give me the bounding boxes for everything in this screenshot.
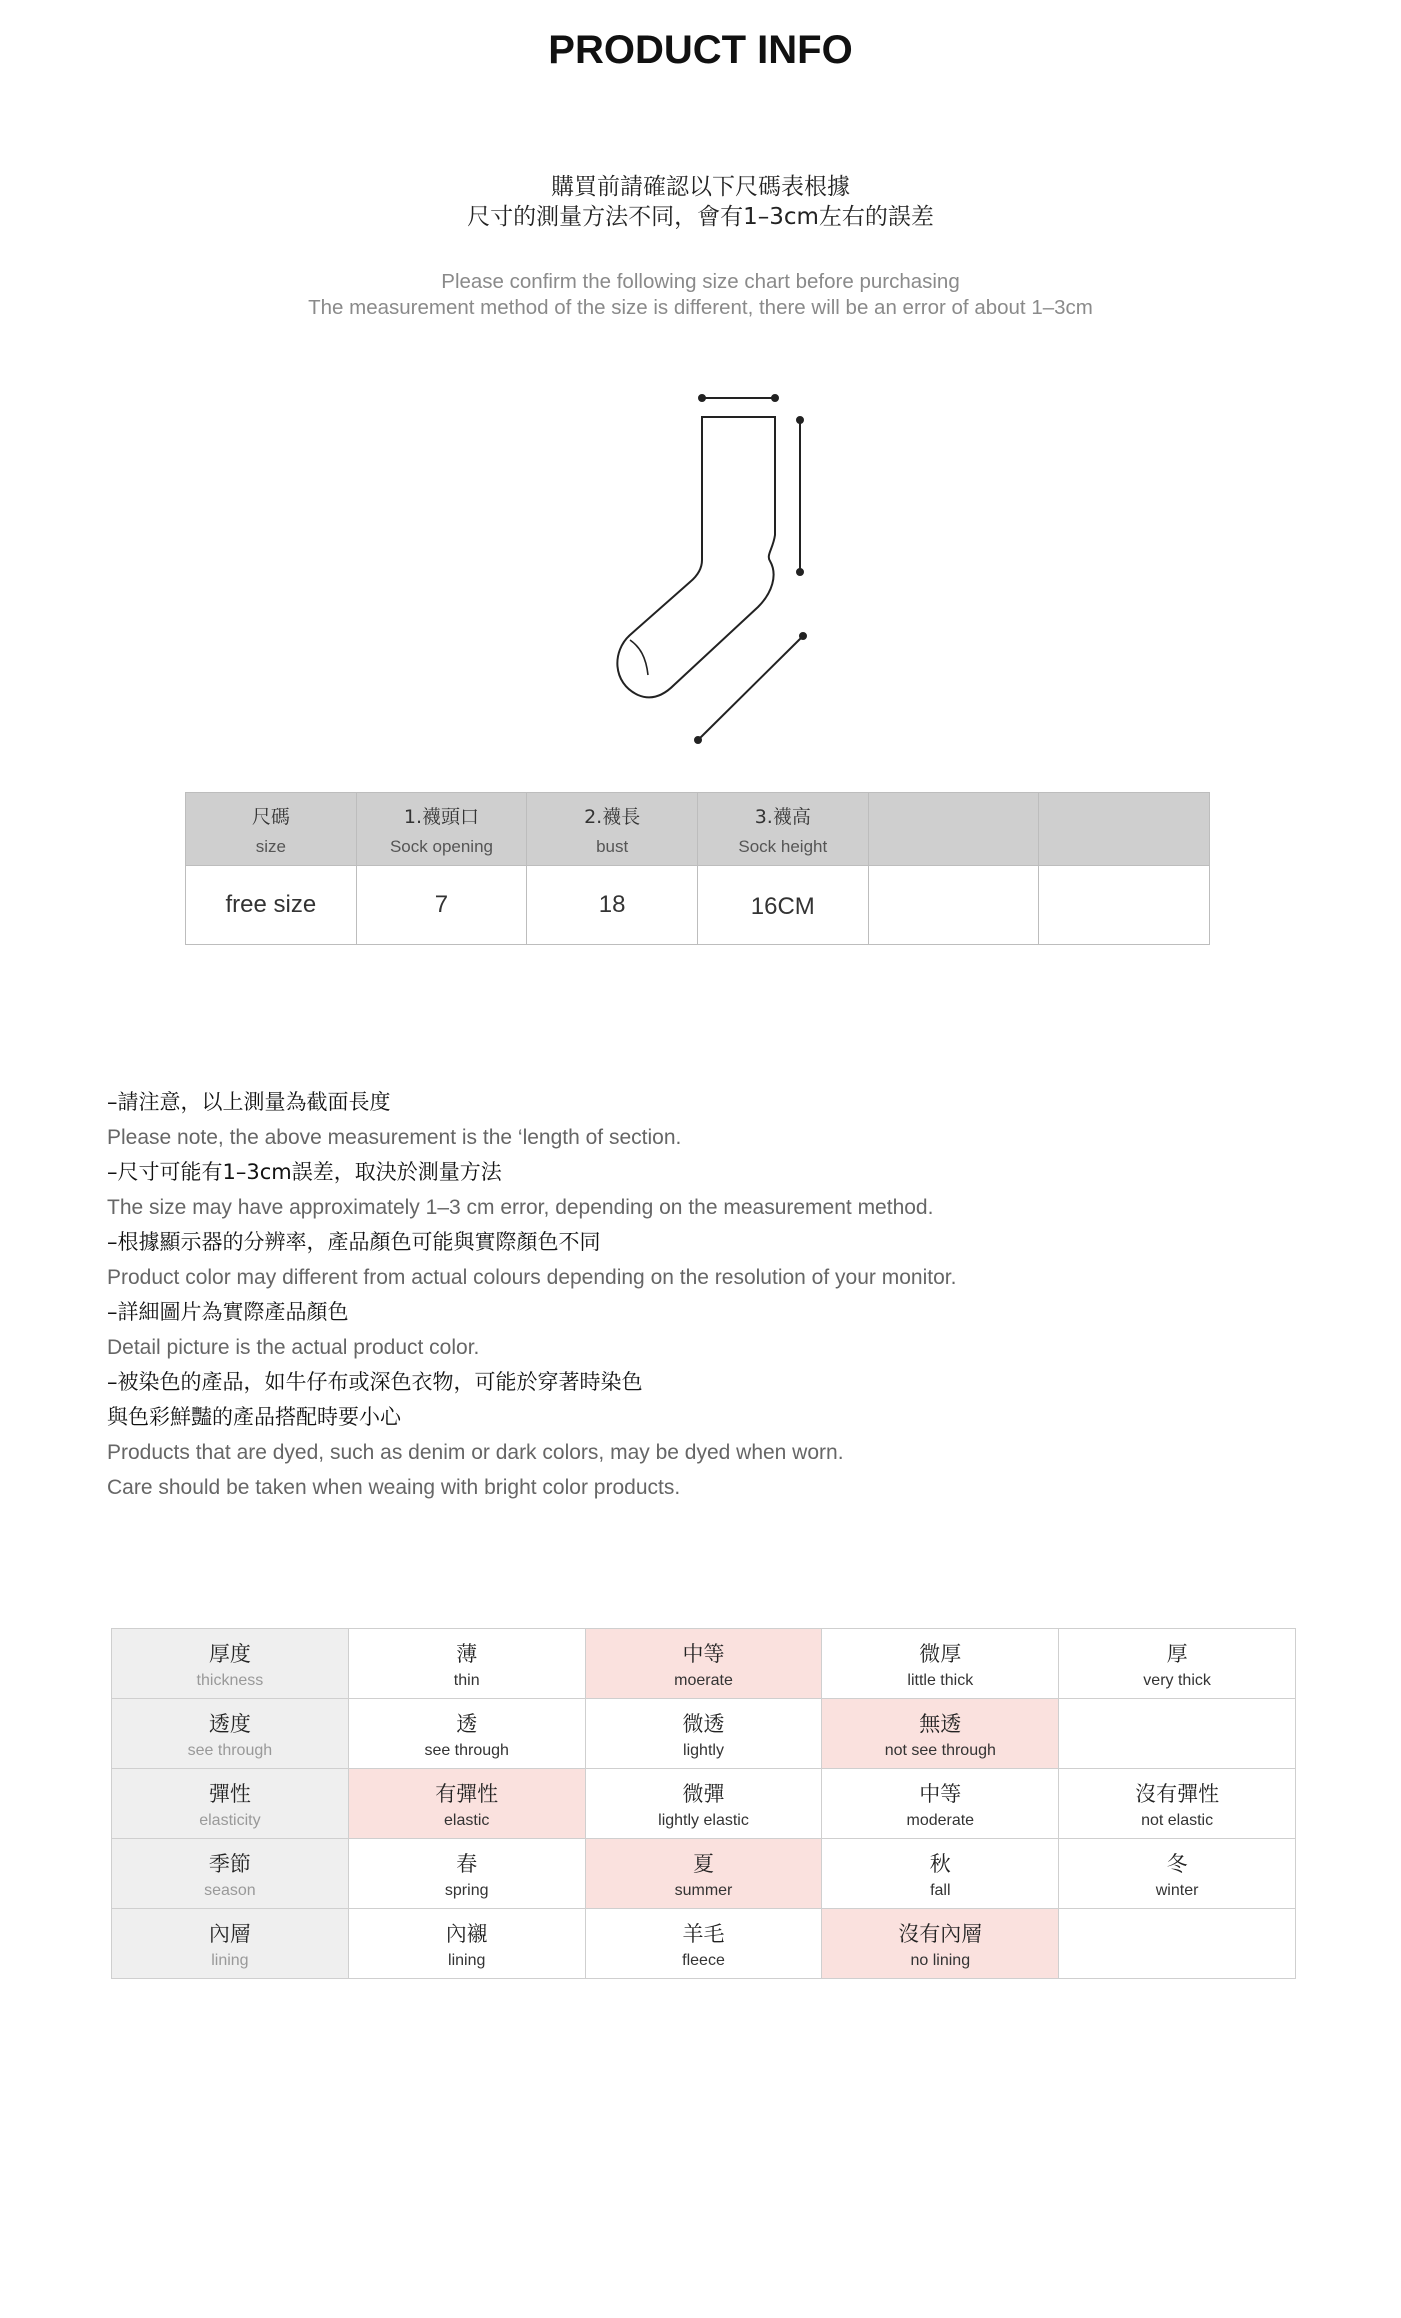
size-chart-header-height bbox=[697, 793, 868, 866]
spec-option-zh: 微彈 bbox=[682, 1781, 725, 1806]
spec-option-zh: 透 bbox=[456, 1711, 478, 1736]
header-zh: 尺碼 bbox=[251, 805, 290, 828]
spec-option-zh: 中等 bbox=[919, 1781, 962, 1806]
spec-option bbox=[585, 1769, 822, 1839]
size-chart-header-size bbox=[186, 793, 357, 866]
spec-row-elasticity bbox=[112, 1769, 1296, 1839]
note-line: Detail picture is the actual product color. bbox=[107, 1336, 480, 1359]
sock-measurement-diagram bbox=[600, 385, 820, 745]
spec-option bbox=[822, 1769, 1059, 1839]
spec-label bbox=[112, 1769, 349, 1839]
spec-option bbox=[348, 1909, 585, 1979]
size-chart-table bbox=[185, 792, 1210, 945]
note-line: –尺寸可能有1–3cm誤差，取決於測量方法 bbox=[107, 1160, 502, 1184]
spec-option-en: no lining bbox=[910, 1951, 971, 1969]
spec-option bbox=[348, 1769, 585, 1839]
spec-option-zh: 冬 bbox=[1166, 1851, 1188, 1876]
sock-outline-icon bbox=[617, 417, 775, 697]
sock-length-value: 18 bbox=[527, 866, 698, 945]
spec-label-zh: 季節 bbox=[208, 1851, 251, 1876]
note-line: –詳細圖片為實際產品顏色 bbox=[107, 1300, 349, 1324]
spec-option-zh: 春 bbox=[456, 1851, 478, 1876]
note-line: The size may have approximately 1–3 cm error, depending on the measurement method. bbox=[107, 1196, 934, 1219]
spec-option-en: summer bbox=[674, 1881, 733, 1899]
note-line: Product color may different from actual colours depending on the resolution of your monitor. bbox=[107, 1266, 957, 1289]
spec-option bbox=[822, 1909, 1059, 1979]
spec-option-en: lightly bbox=[683, 1741, 724, 1759]
intro-zh-line-2: 尺寸的測量方法不同，會有1–3cm左右的誤差 bbox=[467, 204, 934, 230]
spec-option-en: little thick bbox=[907, 1671, 974, 1689]
header-zh: 3.襪高 bbox=[754, 805, 811, 828]
spec-option bbox=[585, 1909, 822, 1979]
spec-label-zh: 透度 bbox=[208, 1711, 251, 1736]
spec-option-en: see through bbox=[424, 1741, 509, 1759]
header-en: size bbox=[255, 836, 286, 856]
spec-option-zh: 薄 bbox=[456, 1641, 478, 1666]
spec-option-zh: 夏 bbox=[692, 1851, 714, 1876]
header-en: bust bbox=[596, 836, 629, 856]
spec-option-zh: 沒有彈性 bbox=[1135, 1781, 1220, 1806]
spec-option-zh: 厚 bbox=[1166, 1641, 1188, 1666]
spec-option-en: thin bbox=[453, 1671, 480, 1689]
size-chart-header-empty bbox=[1039, 793, 1210, 866]
spec-label bbox=[112, 1909, 349, 1979]
spec-label-zh: 內層 bbox=[208, 1921, 251, 1946]
empty-cell bbox=[1039, 866, 1210, 945]
size-value: free size bbox=[186, 866, 357, 945]
spec-option-en: not see through bbox=[884, 1741, 996, 1759]
spec-label-en: season bbox=[204, 1881, 256, 1899]
intro-en-line-2: The measurement method of the size is different, there will be an error of about 1–3cm bbox=[308, 296, 1093, 319]
spec-option bbox=[1059, 1909, 1296, 1979]
spec-option bbox=[822, 1629, 1059, 1699]
size-chart-header-length bbox=[527, 793, 698, 866]
spec-option-en: fall bbox=[930, 1881, 951, 1899]
spec-label bbox=[112, 1699, 349, 1769]
note-line: Products that are dyed, such as denim or dark colors, may be dyed when worn. bbox=[107, 1441, 844, 1464]
spec-label-zh: 彈性 bbox=[208, 1781, 251, 1806]
spec-label-en: see through bbox=[187, 1741, 273, 1759]
spec-option-en: winter bbox=[1155, 1881, 1199, 1899]
spec-label-en: thickness bbox=[196, 1671, 264, 1689]
spec-option bbox=[348, 1839, 585, 1909]
spec-option-en: elastic bbox=[444, 1811, 490, 1829]
spec-option bbox=[1059, 1629, 1296, 1699]
notes-section bbox=[107, 1085, 1307, 1505]
header-en: Sock height bbox=[738, 836, 828, 856]
spec-option-zh: 有彈性 bbox=[435, 1781, 499, 1806]
spec-option bbox=[1059, 1839, 1296, 1909]
page-title: PRODUCT INFO bbox=[548, 28, 853, 72]
note-line: 與色彩鮮豔的產品搭配時要小心 bbox=[107, 1405, 401, 1429]
note-line: –根據顯示器的分辨率，產品顏色可能與實際顏色不同 bbox=[107, 1230, 601, 1254]
spec-option bbox=[585, 1629, 822, 1699]
note-line: Care should be taken when weaing with bright color products. bbox=[107, 1476, 681, 1499]
spec-option-zh: 微透 bbox=[682, 1711, 725, 1736]
header-zh: 1.襪頭口 bbox=[403, 805, 480, 828]
spec-label bbox=[112, 1839, 349, 1909]
spec-option-en: moderate bbox=[906, 1811, 975, 1829]
spec-option bbox=[585, 1699, 822, 1769]
spec-option-en: lightly elastic bbox=[658, 1811, 749, 1829]
intro-en-line-1: Please confirm the following size chart before purchasing bbox=[441, 270, 960, 293]
size-chart-data-row bbox=[186, 866, 1210, 945]
spec-label-zh: 厚度 bbox=[208, 1641, 251, 1666]
spec-option-zh: 微厚 bbox=[919, 1641, 962, 1666]
spec-label bbox=[112, 1629, 349, 1699]
note-line: Please note, the above measurement is the ‘length of section. bbox=[107, 1126, 682, 1149]
spec-option bbox=[585, 1839, 822, 1909]
spec-option-zh: 秋 bbox=[929, 1851, 951, 1876]
size-chart-header-opening bbox=[356, 793, 527, 866]
spec-option-zh: 中等 bbox=[682, 1641, 725, 1666]
note-line: –請注意，以上測量為截面長度 bbox=[107, 1090, 391, 1114]
spec-row-see-through bbox=[112, 1699, 1296, 1769]
spec-option bbox=[348, 1699, 585, 1769]
spec-row-season bbox=[112, 1839, 1296, 1909]
spec-row-thickness bbox=[112, 1629, 1296, 1699]
sock-opening-value: 7 bbox=[356, 866, 527, 945]
size-chart-header-row bbox=[186, 793, 1210, 866]
sock-height-measure-icon bbox=[797, 417, 803, 575]
spec-option-en: lining bbox=[448, 1951, 486, 1969]
spec-option-zh: 內襯 bbox=[445, 1921, 488, 1946]
spec-option-en: fleece bbox=[682, 1951, 725, 1969]
sock-height-value: 16CM bbox=[697, 866, 868, 945]
spec-option bbox=[822, 1699, 1059, 1769]
spec-row-lining bbox=[112, 1909, 1296, 1979]
spec-option-en: spring bbox=[444, 1881, 489, 1899]
empty-cell bbox=[868, 866, 1039, 945]
spec-option bbox=[1059, 1769, 1296, 1839]
spec-option-zh: 無透 bbox=[919, 1711, 962, 1736]
spec-option-zh: 沒有內層 bbox=[898, 1921, 983, 1946]
spec-option-zh: 羊毛 bbox=[682, 1921, 725, 1946]
header-zh: 2.襪長 bbox=[584, 805, 641, 828]
size-chart-header-empty bbox=[868, 793, 1039, 866]
spec-option-en: moerate bbox=[674, 1671, 733, 1689]
spec-option-en: very thick bbox=[1143, 1671, 1211, 1689]
spec-label-en: lining bbox=[211, 1951, 249, 1969]
sock-opening-measure-icon bbox=[699, 395, 778, 401]
note-line: –被染色的產品，如牛仔布或深色衣物，可能於穿著時染色 bbox=[107, 1370, 643, 1394]
spec-option bbox=[1059, 1699, 1296, 1769]
spec-label-en: elasticity bbox=[199, 1811, 261, 1829]
intro-zh-line-1: 購買前請確認以下尺碼表根據 bbox=[551, 174, 850, 200]
product-spec-table bbox=[111, 1628, 1296, 1979]
spec-option bbox=[348, 1629, 585, 1699]
spec-option-en: not elastic bbox=[1141, 1811, 1214, 1829]
spec-option bbox=[822, 1839, 1059, 1909]
header-en: Sock opening bbox=[389, 836, 493, 856]
